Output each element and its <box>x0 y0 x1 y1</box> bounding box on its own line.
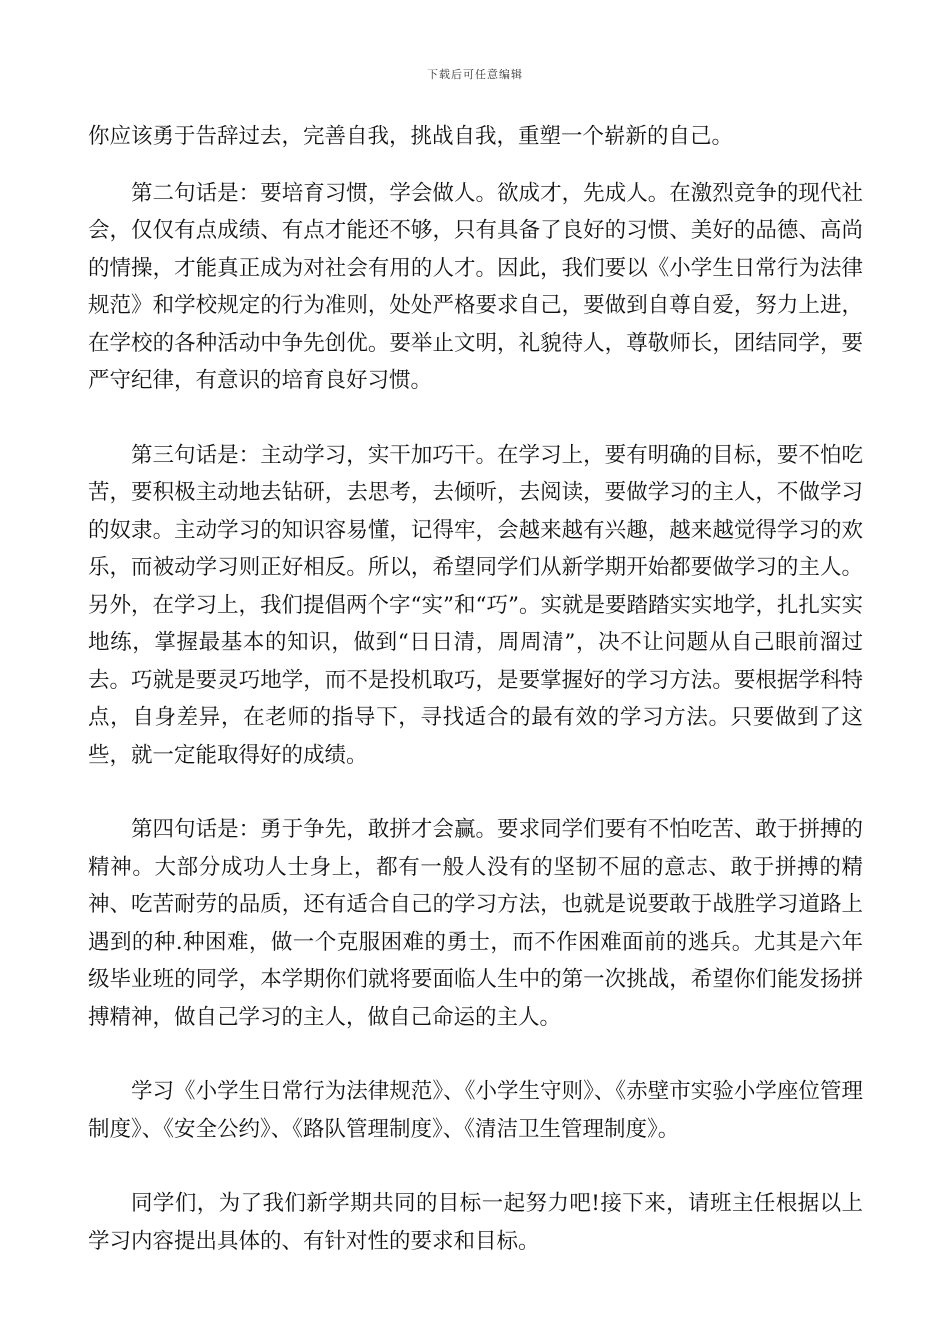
page-header-note: 下载后可任意编辑 <box>427 68 523 81</box>
paragraph-3: 第三句话是：主动学习，实干加巧干。在学习上，要有明确的目标，要不怕吃苦，要积极主动地去钻研，去思考，去倾听，去阅读，要做学习的主人，不做学习的奴隶。主动学习的知识容易懂，记得牢，会越来越有兴趣，越来越觉得学习的欢乐，而被动学习则正好相反。所以，希望同学们从新学期开始都要做学习的主人。另外，在学习上，我们提倡两个字“实”和“巧”。实就是要踏踏实实地学，扎扎实实地练，掌握最基本的知识，做到“日日清，周周清”，决不让问题从自己眼前溜过去。巧就是要灵巧地学，而不是投机取巧，是要掌握好的学习方法。要根据学科特点，自身差异，在老师的指导下，寻找适合的最有效的学习方法。只要做到了这些，就一定能取得好的成绩。 <box>88 442 863 768</box>
paragraph-4: 第四句话是：勇于争先，敢拼才会赢。要求同学们要有不怕吃苦、敢于拼搏的精神。大部分成功人士身上，都有一般人没有的坚韧不屈的意志、敢于拼搏的精神、吃苦耐劳的品质，还有适合自己的学习方法，也就是说要敢于战胜学习道路上遇到的种.种困难，做一个克服困难的勇士，而不作困难面前的逃兵。尤其是六年级毕业班的同学，本学期你们就将要面临人生中的第一次挑战，希望你们能发扬拼搏精神，做自己学习的主人，做自己命运的主人。 <box>88 817 863 1030</box>
paragraph-5: 学习《小学生日常行为法律规范》、《小学生守则》、《赤壁市实验小学座位管理制度》、《安全公约》、《路队管理制度》、《清洁卫生管理制度》。 <box>88 1079 863 1142</box>
document-body <box>88 118 863 1297</box>
paragraph-6: 同学们，为了我们新学期共同的目标一起努力吧!接下来，请班主任根据以上学习内容提出具体的、有针对性的要求和目标。 <box>88 1191 863 1254</box>
paragraph-1: 你应该勇于告辞过去，完善自我，挑战自我，重塑一个崭新的自己。 <box>88 124 734 149</box>
paragraph-2: 第二句话是：要培育习惯，学会做人。欲成才，先成人。在激烈竞争的现代社会，仅仅有点成绩、有点才能还不够，只有具备了良好的习惯、美好的品德、高尚的情操，才能真正成为对社会有用的人才。因此，我们要以《小学生日常行为法律规范》和学校规定的行为准则，处处严格要求自己，要做到自尊自爱，努力上进，在学校的各种活动中争先创优。要举止文明，礼貌待人，尊敬师长，团结同学，要严守纪律，有意识的培育良好习惯。 <box>88 180 863 393</box>
